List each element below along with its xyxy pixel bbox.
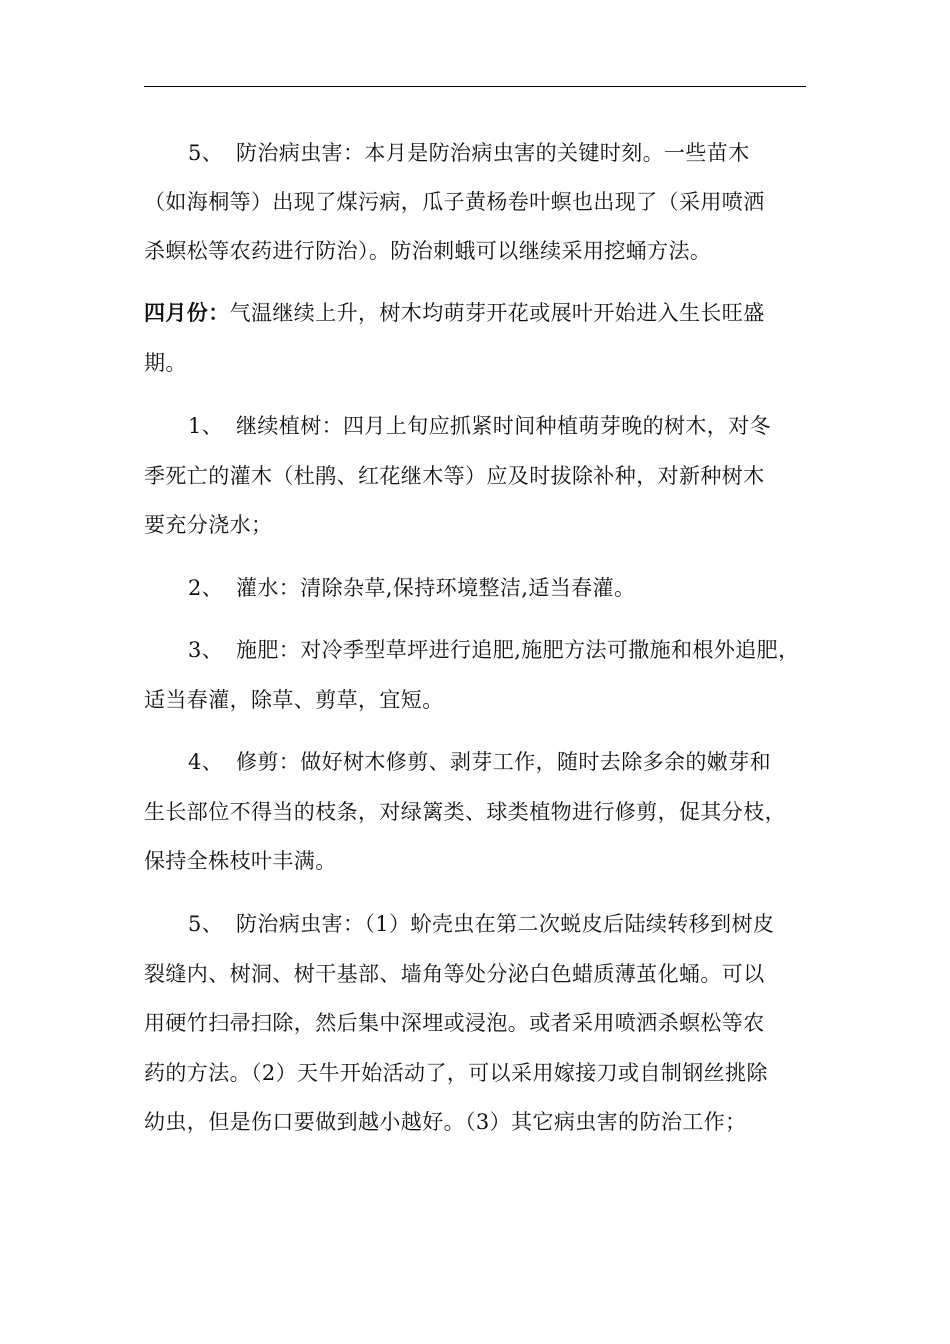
item-number: 5、 — [188, 912, 224, 936]
paragraph-line: 适当春灌，除草、剪草，宜短。 — [144, 688, 444, 712]
paragraph-line — [188, 139, 750, 167]
item-number: 3、 — [188, 638, 224, 662]
paragraph-line: 药的方法。（2）天牛开始活动了，可以采用嫁接刀或自制钢丝挑除 — [144, 1061, 768, 1085]
paragraph-line: 用硬竹扫帚扫除，然后集中深埋或浸泡。或者采用喷洒杀螟松等农 — [144, 1011, 765, 1035]
paragraph-line: 生长部位不得当的枝条，对绿篱类、球类植物进行修剪，促其分枝， — [144, 800, 786, 824]
item-text: 灌水：清除杂草,保持环境整洁,适当春灌。 — [236, 576, 636, 600]
item-text: 防治病虫害：（1）蚧壳虫在第二次蜕皮后陆续转移到树皮 — [236, 912, 775, 936]
section-intro: 气温继续上升，树木均萌芽开花或展叶开始进入生长旺盛 — [229, 301, 765, 325]
item-number: 5、 — [188, 141, 224, 165]
paragraph-line: 保持全株枝叶丰满。 — [144, 849, 337, 873]
item-text: 修剪：做好树木修剪、剥芽工作，随时去除多余的嫩芽和 — [236, 750, 771, 774]
april-heading-line — [144, 299, 765, 327]
paragraph-line — [188, 910, 774, 938]
header-rule — [144, 86, 806, 87]
paragraph-line: 幼虫，但是伤口要做到越小越好。（3）其它病虫害的防治工作； — [144, 1110, 747, 1134]
paragraph-line — [188, 412, 771, 440]
paragraph-line: （如海桐等）出现了煤污病，瓜子黄杨卷叶螟也出现了（采用喷洒 — [144, 190, 765, 214]
paragraph-line: 要充分浇水； — [144, 513, 273, 537]
item-number: 4、 — [188, 750, 224, 774]
item-number: 1、 — [188, 414, 224, 438]
paragraph-line — [188, 636, 799, 664]
paragraph-line — [188, 748, 771, 776]
section-heading: 四月份： — [144, 300, 230, 325]
paragraph-line: 期。 — [144, 351, 187, 375]
item-number: 2、 — [188, 576, 224, 600]
item-text: 施肥：对冷季型草坪进行追肥,施肥方法可撒施和根外追肥， — [236, 638, 800, 662]
paragraph-line: 杀螟松等农药进行防治）。防治刺蛾可以继续采用挖蛹方法。 — [144, 239, 712, 263]
paragraph-line — [188, 574, 635, 602]
item-text: 防治病虫害：本月是防治病虫害的关键时刻。一些苗木 — [236, 141, 750, 165]
paragraph-line: 裂缝内、树洞、树干基部、墙角等处分泌白色蜡质薄茧化蛹。可以 — [144, 962, 765, 986]
paragraph-line: 季死亡的灌木（杜鹃、红花继木等）应及时拔除补种，对新种树木 — [144, 464, 765, 488]
item-text: 继续植树：四月上旬应抓紧时间种植萌芽晚的树木，对冬 — [236, 414, 771, 438]
